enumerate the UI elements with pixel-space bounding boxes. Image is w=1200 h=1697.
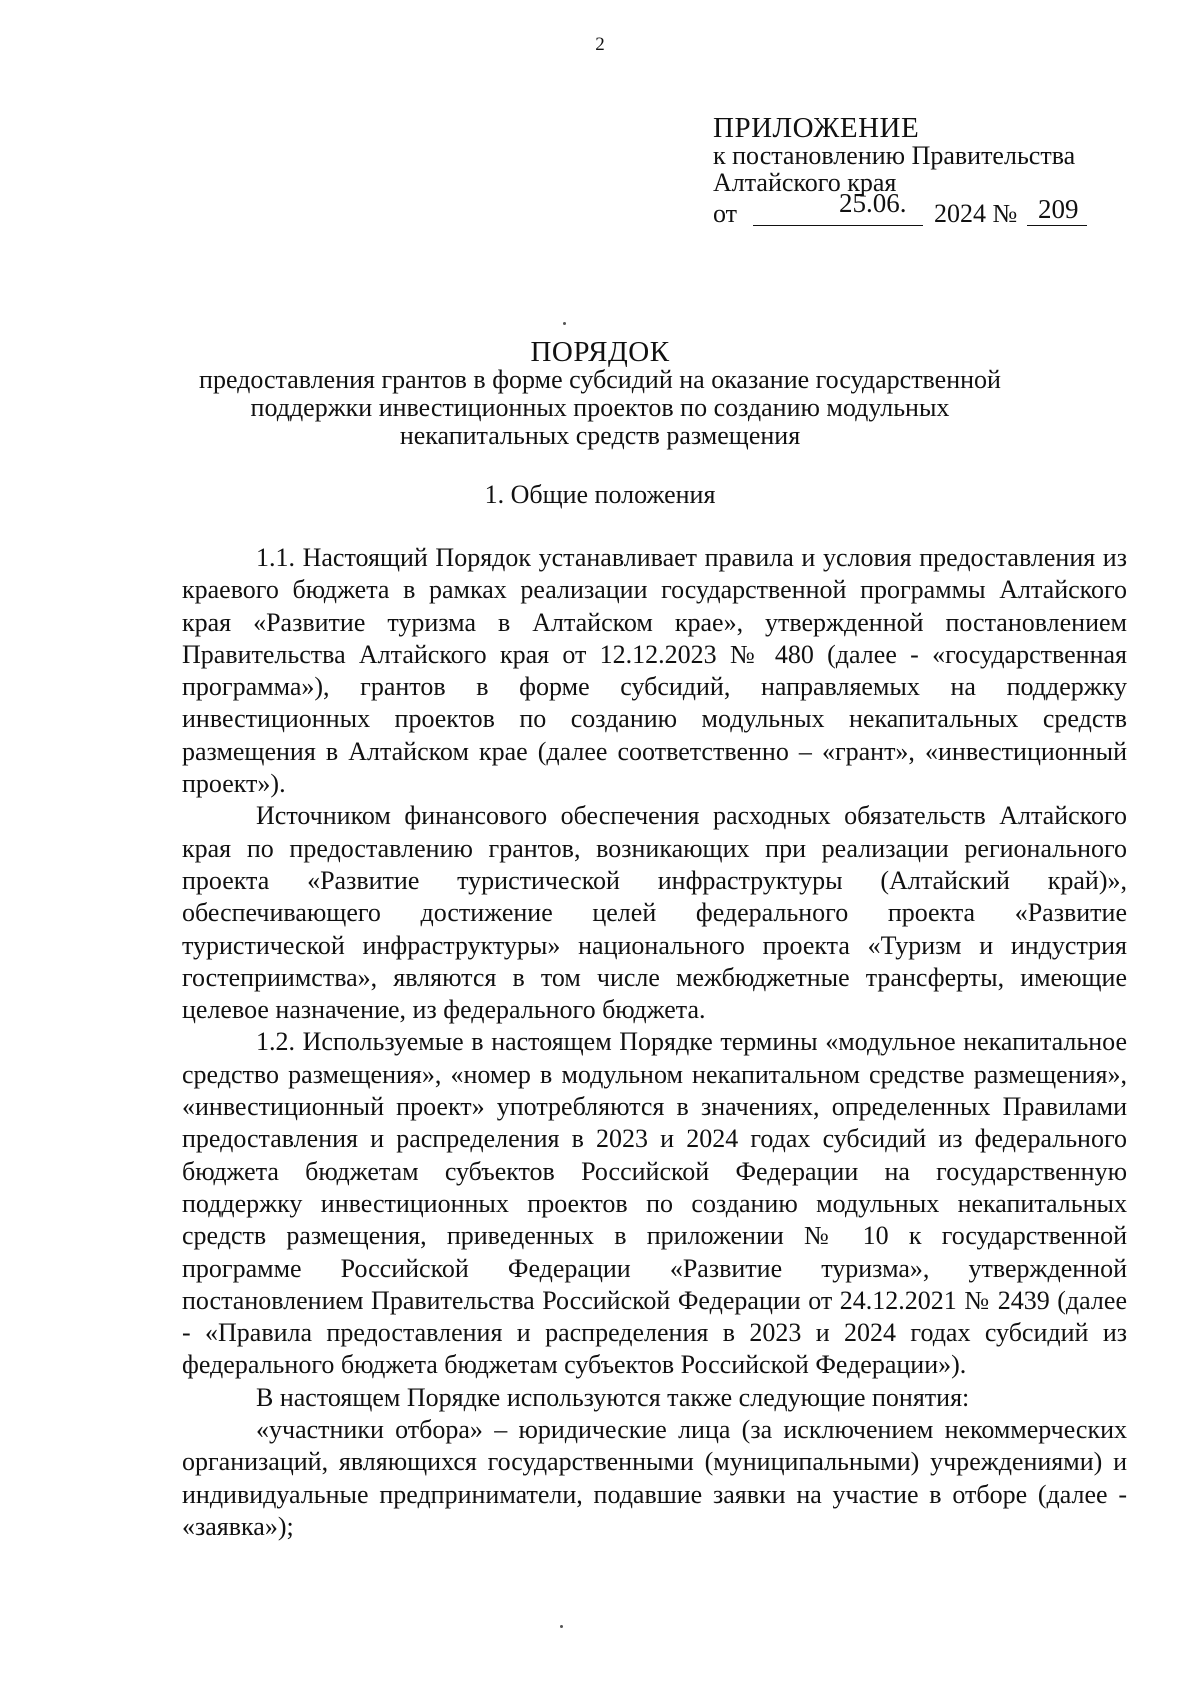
appendix-block bbox=[713, 112, 1183, 230]
heading-line-3: некапитальных средств размещения bbox=[399, 421, 801, 450]
date-prefix: от bbox=[713, 199, 738, 228]
handwritten-number: 209 bbox=[1038, 194, 1079, 224]
appendix-line-1: к постановлению Правительства bbox=[713, 141, 1076, 170]
paragraph: «участники отбора» – юридические лица (за исключением некоммерческих организаций, являющихся государственными (муниципальными) учреждениями) и индивидуальные предприниматели, подавшие заявки на участие в отборе (далее - «заявка»); bbox=[182, 1415, 1127, 1541]
heading-line-2: поддержки инвестиционных проектов по созданию модульных bbox=[250, 393, 950, 422]
year-and-number-sign: 2024 № bbox=[934, 199, 1018, 228]
appendix-line-2: Алтайского края bbox=[713, 168, 897, 197]
scan-speck bbox=[563, 322, 566, 325]
document-heading bbox=[0, 338, 1200, 450]
heading-title: ПОРЯДОК bbox=[530, 336, 670, 368]
page-number: 2 bbox=[595, 34, 605, 55]
heading-line-1: предоставления грантов в форме субсидий на оказание государственной bbox=[199, 365, 1001, 394]
body-text bbox=[182, 542, 1127, 1543]
appendix-date-line bbox=[713, 188, 1183, 230]
paragraph: 1.2. Используемые в настоящем Порядке термины «модульное некапитальное средство размещения», «номер в модульном некапитальном средстве размещения», «инвестиционный проект» употребляются в значениях, определенных Правилами предоставления и распределения в 2023 и 2024 годах субсидий из федерального бюджета бюджетам субъектов Российской Федерации на государственную поддержку инвестиционных проектов по созданию модульных некапитальных средств размещения, приведенных в приложении № 10 к государственной программе Российской Федерации «Развитие туризма», утвержденной постановлением Правительства Российской Федерации от 24.12.2021 № 2439 (далее - «Правила предоставления и распределения в 2023 и 2024 годах субсидий из федерального бюджета бюджетам субъектов Российской Федерации»). bbox=[182, 1027, 1127, 1380]
paragraph: Источником финансового обеспечения расходных обязательств Алтайского края по предоставлению грантов, возникающих при реализации регионального проекта «Развитие туристической инфраструктуры (Алтайский край)», обеспечивающего достижение целей федерального проекта «Развитие туристической инфраструктуры» национального проекта «Туризм и индустрия гостеприимства», являются в том числе межбюджетные трансферты, имеющие целевое назначение, из федерального бюджета. bbox=[182, 801, 1127, 1025]
paragraph: 1.1. Настоящий Порядок устанавливает правила и условия предоставления из краевого бюджета в рамках реализации государственной программы Алтайского края «Развитие туризма в Алтайском крае», утвержденной постановлением Правительства Алтайского края от 12.12.2023 № 480 (далее - «государственная программа»), грантов в форме субсидий, направляемых на поддержку инвестиционных проектов по созданию модульных некапитальных средств размещения в Алтайском крае (далее соответственно – «грант», «инвестиционный проект»). bbox=[182, 543, 1127, 799]
date-underline bbox=[753, 225, 923, 226]
number-underline bbox=[1027, 225, 1087, 226]
section-title: 1. Общие положения bbox=[484, 480, 716, 509]
handwritten-date: 25.06. bbox=[839, 188, 907, 218]
paragraph: В настоящем Порядке используются также следующие понятия: bbox=[256, 1382, 970, 1412]
scan-speck bbox=[560, 1625, 563, 1628]
appendix-title: ПРИЛОЖЕНИЕ bbox=[713, 112, 920, 144]
